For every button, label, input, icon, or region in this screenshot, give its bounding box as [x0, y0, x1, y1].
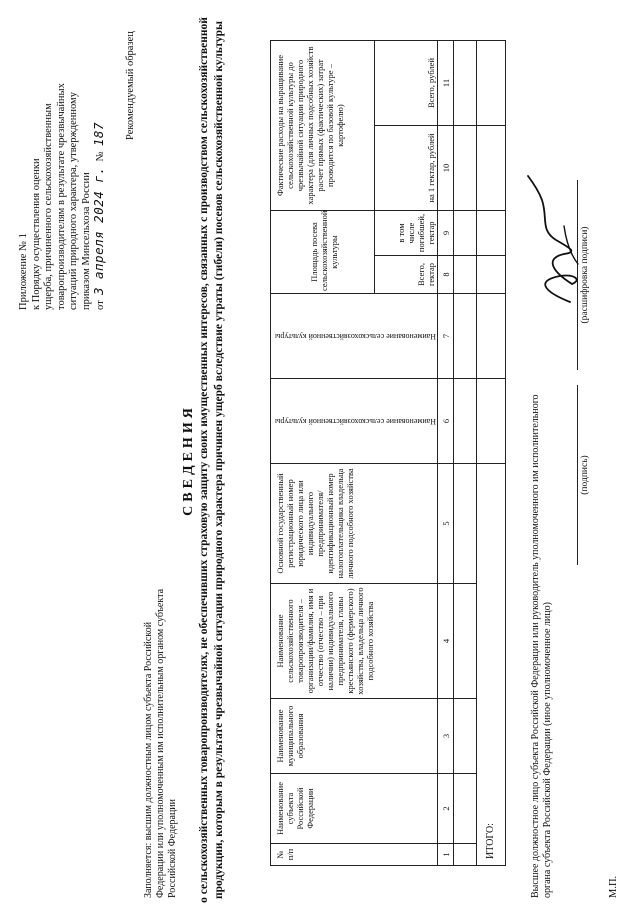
document-title: СВЕДЕНИЯ [181, 404, 196, 516]
order-number: 187 [91, 122, 106, 147]
handwritten-signature [520, 170, 600, 310]
signature-line [577, 385, 578, 565]
header-cell [375, 41, 438, 126]
table-row [454, 41, 477, 866]
column-number: 9 [438, 211, 454, 256]
header-cell [271, 699, 438, 774]
header-cost-total: Всего, рублей [426, 57, 437, 109]
header-cell [271, 844, 438, 866]
number-prefix: № [95, 151, 106, 162]
table-cell [454, 256, 477, 294]
header-cell [271, 294, 438, 379]
column-number: 6 [438, 379, 454, 464]
header-cell [271, 379, 438, 464]
stamp-placeholder: М.П. [608, 875, 619, 898]
table-cell [454, 699, 477, 774]
total-label: ИТОГО: [477, 464, 506, 866]
table-cell [477, 256, 506, 294]
column-number: 11 [438, 41, 454, 126]
column-number: 7 [438, 294, 454, 379]
appendix-line: к Порядку осуществления оценки [30, 158, 42, 310]
signature-caption: (подпись) [580, 455, 590, 495]
table-cell [477, 379, 506, 464]
header-cell [271, 464, 438, 584]
table-cell [454, 844, 477, 866]
header-cell [375, 126, 438, 211]
column-number: 1 [438, 844, 454, 866]
appendix-line: ситуаций природного характера, утвержденному [68, 92, 79, 310]
header-crop-7: Наименование сельскохозяйственной культуры [275, 332, 437, 341]
filled-by-note: Заполняется: высшим должностным лицом субъекта Российской Федерации или уполномоченным им исполнительным органом субъекта Российской Федерации [143, 588, 178, 898]
table-cell [477, 126, 506, 211]
header-group [271, 211, 375, 294]
table-cell [477, 294, 506, 379]
column-number: 5 [438, 464, 454, 584]
header-area-lost: в том числе погибшей, гектар [396, 213, 437, 253]
header-producer: Наименование сельскохозяйственного товаропроизводителя – организации/фамилия, имя и отчество (отчество – при наличии) индивидуального предпринимателя, главы крестьянского (фермерского) хозяйства, владельца личного подсобного хозяйства [275, 587, 375, 695]
table-cell [454, 774, 477, 844]
column-numbers-row [438, 41, 454, 866]
header-costs-group: Фактические расходы на выращивание сельскохозяйственной культуры до чрезвычайной ситуации природного характера (для личных подсобных хозяйств расчет прямых (фактических) затрат проводится по базовой культуре – картофелю) [275, 46, 345, 205]
header-cell [375, 256, 438, 294]
table-cell [454, 584, 477, 699]
order-date-line [93, 20, 108, 310]
header-region: Наименование субъекта Российской Федерации [275, 782, 315, 835]
header-group [271, 41, 375, 211]
header-area-group: Площадь посева сельскохозяйственной культуры [309, 210, 340, 291]
table-cell [454, 126, 477, 211]
column-number: 4 [438, 584, 454, 699]
table-cell [477, 41, 506, 126]
total-row [477, 41, 506, 866]
header-registration-number: Основной государственный регистрационный номер юридического лица или индивидуального предпринимателя/ идентификационный номер налогоплательщика владельца личного подсобного хозяйства [275, 468, 355, 579]
footer-signatory-text: Высшее должностное лицо субъекта Российской Федерации или руководитель уполномоченного им исполнительного органа субъекта Российской Федерации (иное уполномоченное лицо) [530, 394, 553, 898]
appendix-block [18, 20, 108, 310]
recommended-sample-note: Рекомендуемый образец [125, 31, 136, 140]
order-date: 3 апреля 2024 г. [91, 166, 106, 296]
document-title-block [180, 0, 226, 920]
header-cell [271, 584, 438, 699]
table-cell [454, 464, 477, 584]
header-num: № п/п [275, 848, 295, 861]
table-cell [454, 294, 477, 379]
document-subtitle: о сельскохозяйственных товаропроизводителях, не обеспечивших страховую защиту своих имущественных интересов, связанных с производством сельскохозяйственной продукции, которым в результате чрезвычайной ситуации природного характера причинен ущерб вследствие утраты (гибели) посевов сельскохозяйственной культуры [198, 17, 225, 903]
header-cell [375, 211, 438, 256]
column-number: 3 [438, 699, 454, 774]
header-municipality: Наименование муниципального образования [275, 705, 305, 767]
header-area-total: Всего, гектар [416, 263, 437, 287]
column-number: 2 [438, 774, 454, 844]
appendix-line: ущерба, причиненного сельскохозяйственным [43, 103, 54, 310]
appendix-line: приказом Минсельхоза России [80, 172, 92, 310]
appendix-line: товаропроизводителям в результате чрезвычайных [55, 83, 67, 310]
column-number: 10 [438, 126, 454, 211]
table-cell [477, 211, 506, 256]
data-table [270, 40, 506, 866]
decoding-caption: (расшифровка подписи) [580, 226, 590, 324]
table-cell [454, 41, 477, 126]
header-crop-6: Наименование сельскохозяйственной культуры [275, 417, 437, 426]
table-cell [454, 211, 477, 256]
header-cost-per-ha: на 1 гектар, рублей [426, 133, 437, 203]
table-cell [454, 379, 477, 464]
appendix-line: Приложение № 1 [18, 233, 29, 310]
date-prefix: от [95, 300, 106, 310]
header-cell [271, 774, 438, 844]
column-number: 8 [438, 256, 454, 294]
